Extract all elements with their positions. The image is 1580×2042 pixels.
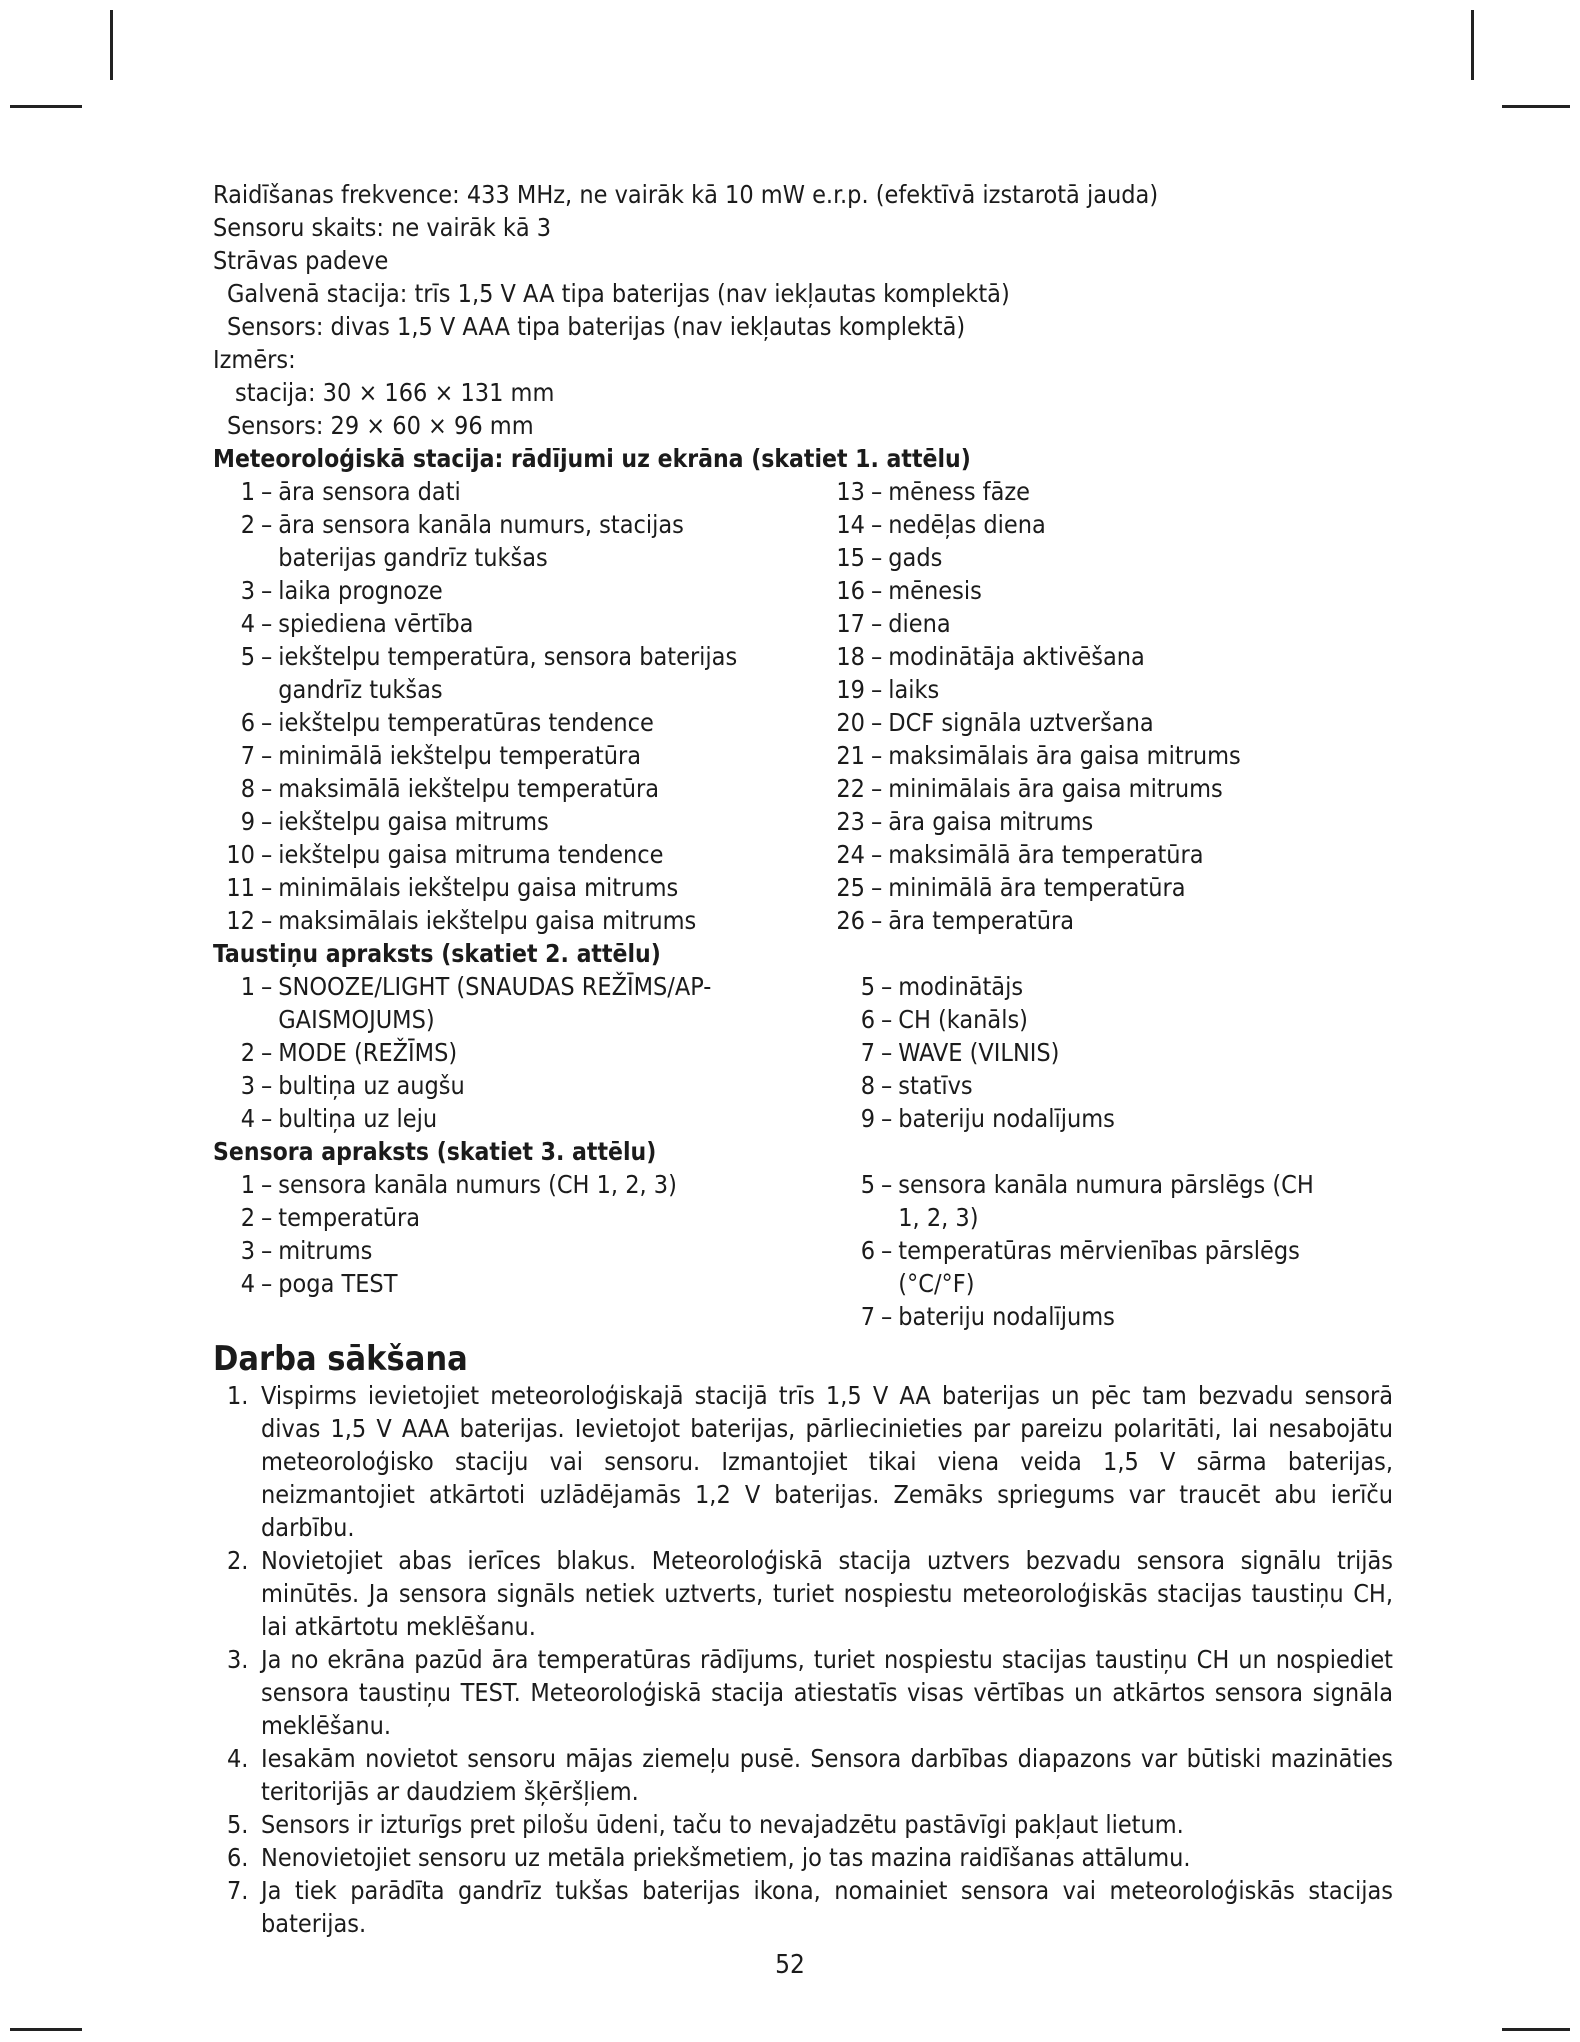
item-text: Novietojiet abas ierīces blakus. Meteoroloģiskā stacija uztvers bezvadu sensora signālu trijās minūtēs. Ja sensora signāls netiek uztverts, turiet nospiestu meteoroloģiskās stacijas taustiņu CH, lai atkārtotu meklēšanu. (261, 1546, 1393, 1641)
crop-mark-top-left-horizontal (10, 105, 82, 108)
item-number: 19 (836, 675, 865, 704)
item-text: maksimālais āra gaisa mitrums (888, 741, 1241, 770)
spec-power-sensor: Sensors: divas 1,5 V AAA tipa baterijas (nav iekļautas komplektā) (227, 312, 966, 341)
spec-frequency: Raidīšanas frekvence: 433 MHz, ne vairāk kā 10 mW e.r.p. (efektīvā izstarotā jauda) (213, 180, 1159, 209)
item-text: laiks (888, 675, 940, 704)
item-number: 12 (226, 906, 255, 935)
crop-mark-bottom-left-horizontal (10, 2028, 82, 2031)
item-number: 1 (240, 477, 255, 506)
keys-heading: Taustiņu apraksts (skatiet 2. attēlu) (213, 939, 661, 968)
list-item: 2 – temperatūra (213, 1201, 833, 1234)
spec-sensor-count: Sensoru skaits: ne vairāk kā 3 (213, 213, 552, 242)
item-text: SNOOZE/LIGHT (SNAUDAS REŽĪMS/AP-GAISMOJUMS) (278, 972, 712, 1034)
display-list-left (213, 475, 823, 937)
item-text: iekštelpu gaisa mitruma tendence (278, 840, 664, 869)
item-number: 18 (836, 642, 865, 671)
item-number: 8 (240, 774, 255, 803)
item-text: minimālais iekštelpu gaisa mitrums (278, 873, 679, 902)
keys-list-left (213, 970, 833, 1135)
list-item: 4 – poga TEST (213, 1267, 833, 1300)
item-text: maksimālais iekštelpu gaisa mitrums (278, 906, 697, 935)
list-item: 5 – iekštelpu temperatūra, sensora baterijas gandrīz tukšas (213, 640, 773, 706)
list-item: 12 – maksimālais iekštelpu gaisa mitrums (213, 904, 823, 937)
item-number: 15 (836, 543, 865, 572)
item-number: 5. (227, 1810, 249, 1839)
list-item: 8 – statīvs (833, 1069, 1393, 1102)
list-item: 15 – gads (823, 541, 1393, 574)
item-text: CH (kanāls) (898, 1005, 1028, 1034)
list-item: 23 – āra gaisa mitrums (823, 805, 1393, 838)
item-text: modinātāja aktivēšana (888, 642, 1145, 671)
list-item: 14 – nedēļas diena (823, 508, 1393, 541)
item-number: 4 (240, 1269, 255, 1298)
list-item: 2 – āra sensora kanāla numurs, stacijas baterijas gandrīz tukšas (213, 508, 733, 574)
item-text: Iesakām novietot sensoru mājas ziemeļu pusē. Sensora darbības diapazons var būtiski mazināties teritorijās ar daudziem šķēršļiem. (261, 1744, 1393, 1806)
item-text: temperatūra (278, 1203, 421, 1232)
item-text: iekštelpu gaisa mitrums (278, 807, 549, 836)
item-number: 3 (240, 1071, 255, 1100)
getting-started-heading: Darba sākšana (213, 1339, 468, 1379)
item-number: 26 (836, 906, 865, 935)
sensor-list (213, 1168, 1393, 1333)
item-text: diena (888, 609, 951, 638)
list-item: 11 – minimālais iekštelpu gaisa mitrums (213, 871, 823, 904)
item-text: Nenovietojiet sensoru uz metāla priekšmetiem, jo tas mazina raidīšanas attālumu. (261, 1843, 1191, 1872)
list-item: 1 – sensora kanāla numurs (CH 1, 2, 3) (213, 1168, 833, 1201)
list-item: 2 – MODE (REŽĪMS) (213, 1036, 833, 1069)
item-number: 23 (836, 807, 865, 836)
list-item (227, 1874, 1393, 1940)
item-text: Ja no ekrāna pazūd āra temperatūras rādījums, turiet nospiestu stacijas taustiņu CH un nospiediet sensora taustiņu TEST. Meteoroloģiskā stacija atiestatīs visas vērtības un atkārtos sensora signāla meklēšanu. (261, 1645, 1393, 1740)
item-number: 4. (227, 1744, 249, 1773)
crop-mark-top-right-horizontal (1502, 105, 1570, 108)
display-heading: Meteoroloģiskā stacija: rādījumi uz ekrāna (skatiet 1. attēlu) (213, 444, 971, 473)
list-item: 6 – CH (kanāls) (833, 1003, 1393, 1036)
item-text: Vispirms ievietojiet meteoroloģiskajā stacijā trīs 1,5 V AA baterijas un pēc tam bezvadu sensorā divas 1,5 V AAA baterijas. Ievietojot baterijas, pārliecinieties par pareizu polaritāti, lai nesabojātu meteoroloģisko staciju vai sensoru. Izmantojiet tikai viena veida 1,5 V sārma baterijas, neizmantojiet atkārtoti uzlādējamās 1,2 V baterijas. Zemāks spriegums var traucēt abu ierīču darbību. (261, 1381, 1393, 1542)
item-text: temperatūras mērvienības pārslēgs (°C/°F) (898, 1236, 1300, 1298)
list-item: 6 – iekštelpu temperatūras tendence (213, 706, 823, 739)
spec-size-title: Izmērs: (213, 345, 296, 374)
list-item: 3 – mitrums (213, 1234, 833, 1267)
item-text: laika prognoze (278, 576, 443, 605)
list-item: 3 – laika prognoze (213, 574, 823, 607)
spec-size-sensor: Sensors: 29 × 60 × 96 mm (227, 411, 534, 440)
item-number: 6 (860, 1005, 875, 1034)
item-number: 1 (240, 972, 255, 1001)
item-number: 7. (227, 1876, 249, 1905)
list-item: 21 – maksimālais āra gaisa mitrums (823, 739, 1393, 772)
item-text: Ja tiek parādīta gandrīz tukšas baterijas ikona, nomainiet sensora vai meteoroloģiskās stacijas baterijas. (261, 1876, 1393, 1938)
item-number: 2. (227, 1546, 249, 1575)
list-item: 9 – bateriju nodalījums (833, 1102, 1393, 1135)
list-item: 24 – maksimālā āra temperatūra (823, 838, 1393, 871)
item-text: modinātājs (898, 972, 1024, 1001)
list-item: 17 – diena (823, 607, 1393, 640)
list-item: 20 – DCF signāla uztveršana (823, 706, 1393, 739)
item-number: 9 (240, 807, 255, 836)
item-number: 17 (836, 609, 865, 638)
item-text: bultiņa uz leju (278, 1104, 438, 1133)
item-number: 7 (860, 1302, 875, 1331)
list-item: 5 – modinātājs (833, 970, 1393, 1003)
item-text: statīvs (898, 1071, 973, 1100)
item-text: bateriju nodalījums (898, 1302, 1115, 1331)
display-list-right (823, 475, 1393, 937)
item-number: 11 (226, 873, 255, 902)
list-item: 7 – minimālā iekštelpu temperatūra (213, 739, 823, 772)
list-item (227, 1544, 1393, 1643)
list-item: 5 – sensora kanāla numura pārslēgs (CH 1, 2, 3) (833, 1168, 1333, 1234)
item-text: āra temperatūra (888, 906, 1075, 935)
list-item: 16 – mēnesis (823, 574, 1393, 607)
item-number: 4 (240, 1104, 255, 1133)
sensor-heading: Sensora apraksts (skatiet 3. attēlu) (213, 1137, 657, 1166)
item-text: minimālais āra gaisa mitrums (888, 774, 1223, 803)
item-text: nedēļas diena (888, 510, 1046, 539)
item-number: 3 (240, 576, 255, 605)
page-number: 52 (775, 1950, 805, 1980)
item-text: poga TEST (278, 1269, 398, 1298)
list-item: 7 – WAVE (VILNIS) (833, 1036, 1393, 1069)
item-number: 14 (836, 510, 865, 539)
item-number: 2 (240, 1038, 255, 1067)
list-item: 7 – bateriju nodalījums (833, 1300, 1393, 1333)
item-text: āra sensora dati (278, 477, 461, 506)
item-text: mēnesis (888, 576, 982, 605)
page-content (213, 178, 1393, 1940)
item-number: 24 (836, 840, 865, 869)
item-number: 10 (226, 840, 255, 869)
item-number: 1. (227, 1381, 249, 1410)
crop-mark-top-right-vertical (1471, 10, 1474, 80)
list-item: 4 – bultiņa uz leju (213, 1102, 833, 1135)
item-number: 4 (240, 609, 255, 638)
item-number: 22 (836, 774, 865, 803)
item-number: 2 (240, 1203, 255, 1232)
list-item (227, 1841, 1393, 1874)
item-number: 5 (860, 972, 875, 1001)
sensor-list-right (833, 1168, 1393, 1333)
item-number: 1 (240, 1170, 255, 1199)
item-number: 9 (860, 1104, 875, 1133)
item-text: Sensors ir izturīgs pret pilošu ūdeni, taču to nevajadzētu pastāvīgi pakļaut lietum. (261, 1810, 1184, 1839)
item-text: sensora kanāla numura pārslēgs (CH 1, 2, 3) (898, 1170, 1314, 1232)
item-number: 16 (836, 576, 865, 605)
crop-mark-top-left-vertical (110, 10, 113, 80)
item-number: 7 (240, 741, 255, 770)
item-number: 6 (240, 708, 255, 737)
item-number: 5 (860, 1170, 875, 1199)
item-text: āra gaisa mitrums (888, 807, 1094, 836)
item-text: bultiņa uz augšu (278, 1071, 465, 1100)
spec-size-station: stacija: 30 × 166 × 131 mm (235, 378, 555, 407)
list-item: 18 – modinātāja aktivēšana (823, 640, 1393, 673)
item-number: 13 (836, 477, 865, 506)
list-item: 13 – mēness fāze (823, 475, 1393, 508)
item-number: 20 (836, 708, 865, 737)
item-text: minimālā iekštelpu temperatūra (278, 741, 642, 770)
sensor-list-left (213, 1168, 833, 1333)
item-text: WAVE (VILNIS) (898, 1038, 1060, 1067)
item-text: minimālā āra temperatūra (888, 873, 1186, 902)
item-number: 25 (836, 873, 865, 902)
item-number: 6. (227, 1843, 249, 1872)
item-text: mēness fāze (888, 477, 1031, 506)
item-text: bateriju nodalījums (898, 1104, 1115, 1133)
display-list (213, 475, 1393, 937)
list-item (227, 1742, 1393, 1808)
item-text: DCF signāla uztveršana (888, 708, 1154, 737)
list-item: 26 – āra temperatūra (823, 904, 1393, 937)
list-item: 6 – temperatūras mērvienības pārslēgs (°C/°F) (833, 1234, 1333, 1300)
item-number: 2 (240, 510, 255, 539)
item-text: āra sensora kanāla numurs, stacijas baterijas gandrīz tukšas (278, 510, 684, 572)
list-item: 25 – minimālā āra temperatūra (823, 871, 1393, 904)
list-item: 9 – iekštelpu gaisa mitrums (213, 805, 823, 838)
item-text: mitrums (278, 1236, 373, 1265)
spec-power-title: Strāvas padeve (213, 246, 389, 275)
list-item: 22 – minimālais āra gaisa mitrums (823, 772, 1393, 805)
item-text: MODE (REŽĪMS) (278, 1038, 458, 1067)
list-item: 8 – maksimālā iekštelpu temperatūra (213, 772, 823, 805)
item-text: iekštelpu temperatūras tendence (278, 708, 654, 737)
item-text: sensora kanāla numurs (CH 1, 2, 3) (278, 1170, 677, 1199)
crop-mark-bottom-right-horizontal (1502, 2028, 1570, 2031)
keys-list (213, 970, 1393, 1135)
item-number: 5 (240, 642, 255, 671)
item-number: 3 (240, 1236, 255, 1265)
list-item: 10 – iekštelpu gaisa mitruma tendence (213, 838, 823, 871)
item-number: 6 (860, 1236, 875, 1265)
list-item: 1 – SNOOZE/LIGHT (SNAUDAS REŽĪMS/AP-GAISMOJUMS) (213, 970, 733, 1036)
list-item: 4 – spiediena vērtība (213, 607, 823, 640)
list-item (227, 1808, 1393, 1841)
list-item (227, 1643, 1393, 1742)
list-item (227, 1379, 1393, 1544)
getting-started-list (213, 1379, 1393, 1940)
item-text: spiediena vērtība (278, 609, 474, 638)
list-item: 1 – āra sensora dati (213, 475, 823, 508)
item-text: maksimālā iekštelpu temperatūra (278, 774, 660, 803)
item-text: maksimālā āra temperatūra (888, 840, 1204, 869)
keys-list-right (833, 970, 1393, 1135)
spec-power-station: Galvenā stacija: trīs 1,5 V AA tipa baterijas (nav iekļautas komplektā) (227, 279, 1010, 308)
item-text: gads (888, 543, 943, 572)
item-number: 3. (227, 1645, 249, 1674)
list-item: 19 – laiks (823, 673, 1393, 706)
item-number: 8 (860, 1071, 875, 1100)
item-number: 7 (860, 1038, 875, 1067)
item-text: iekštelpu temperatūra, sensora baterijas gandrīz tukšas (278, 642, 738, 704)
list-item: 3 – bultiņa uz augšu (213, 1069, 833, 1102)
item-number: 21 (836, 741, 865, 770)
